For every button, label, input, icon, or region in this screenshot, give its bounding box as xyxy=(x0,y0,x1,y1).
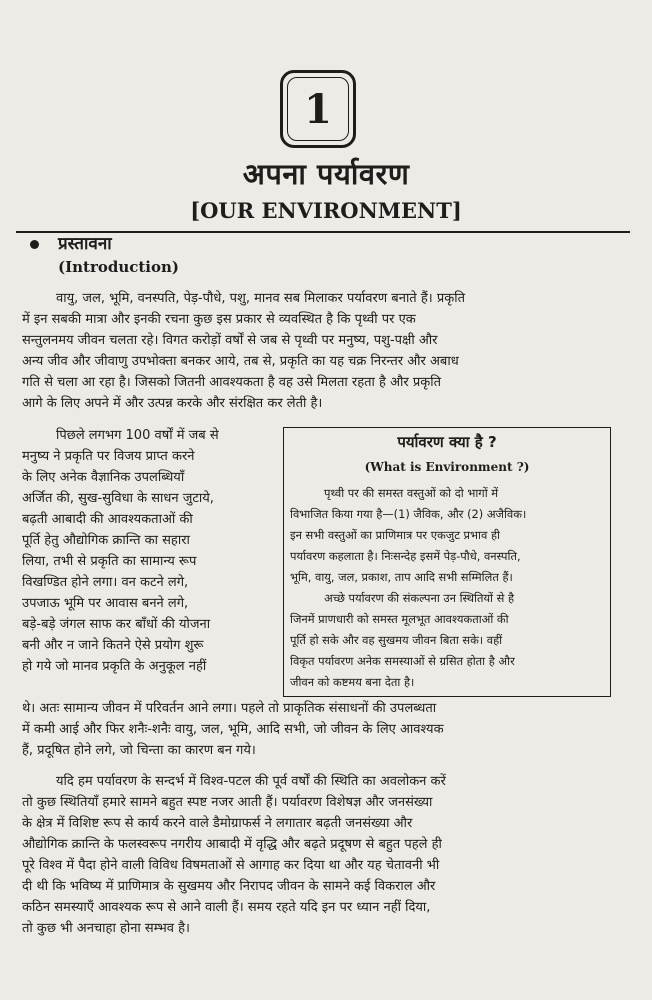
box-line: भूमि, वायु, जल, प्रकाश, ताप आदि सभी सम्मिलित हैं। xyxy=(290,570,513,584)
para2-left-line: के लिए अनेक वैज्ञानिक उपलब्धियाँ xyxy=(22,470,185,485)
box-line: जीवन को कष्टमय बना देता है। xyxy=(290,675,415,689)
para3-line: यदि हम पर्यावरण के सन्दर्भ में विश्व-पटल की पूर्व वर्षों की स्थिति का अवलोकन करें xyxy=(56,774,446,789)
para2-left-line: बढ़ती आबादी की आवश्यकताओं की xyxy=(22,512,193,527)
para2-left-line: अर्जित की, सुख-सुविधा के साधन जुटाये, xyxy=(22,491,214,506)
para1-line: अन्य जीव और जीवाणु उपभोक्ता बनकर आये, तब से, प्रकृति का यह चक्र निरन्तर और अबाध xyxy=(22,354,459,369)
chapter-number-frame xyxy=(280,70,356,148)
para2-line: थे। अतः सामान्य जीवन में परिवर्तन आने लगा। पहले तो प्राकृतिक संसाधनों की उपलब्धता xyxy=(22,701,437,716)
box-line: अच्छे पर्यावरण की संकल्पना उन स्थितियों से है xyxy=(324,591,514,605)
para2-left-line: बड़े-बड़े जंगल साफ कर बाँधों की योजना xyxy=(22,617,211,632)
para3-line: तो कुछ स्थितियाँ हमारे सामने बहुत स्पष्ट नजर आती हैं। पर्यावरण विशेषज्ञ और जनसंख्या xyxy=(22,795,433,810)
para2-left-line: लिया, तभी से प्रकृति का सामान्य रूप xyxy=(22,554,197,569)
para3-line: पूरे विश्व में पैदा होने वाली विविध विषमताओं से आगाह कर दिया था और यह चेतावनी भी xyxy=(22,858,440,873)
para2-left-line: पूर्ति हेतु औद्योगिक क्रान्ति का सहारा xyxy=(22,533,190,548)
para1-line: सन्तुलनमय जीवन चलता रहे। विगत करोड़ों वर्षों से जब से पृथ्वी पर मनुष्य, पशु-पक्षी और xyxy=(22,333,438,348)
para1-line: आगे के लिए अपने में और उत्पन्न करके और संरक्षित कर लेती है। xyxy=(22,396,323,411)
box-line: जिनमें प्राणधारी को समस्त मूलभूत आवश्यकताओं की xyxy=(290,612,509,626)
box-line: पर्यावरण कहलाता है। निःसन्देह इसमें पेड़-पौधे, वनस्पति, xyxy=(290,549,521,563)
para1-line: वायु, जल, भूमि, वनस्पति, पेड़-पौधे, पशु, मानव सब मिलाकर पर्यावरण बनाते हैं। प्रकृति xyxy=(56,291,465,306)
para3-line: दी थी कि भविष्य में प्राणिमात्र के सुखमय और निरापद जीवन के सामने कई विकराल और xyxy=(22,879,436,894)
para3-line: कठिन समस्याएँ आवश्यक रूप से आने वाली हैं। समय रहते यदि इन पर ध्यान नहीं दिया, xyxy=(22,900,431,915)
para2-left-line: मनुष्य ने प्रकृति पर विजय प्राप्त करने xyxy=(22,449,195,464)
para2-left-line: पिछले लगभग 100 वर्षों में जब से xyxy=(56,428,219,443)
para2-left-line: विखण्डित होने लगा। वन कटने लगे, xyxy=(22,575,189,590)
bullet-icon xyxy=(30,240,39,249)
chapter-number: 1 xyxy=(287,77,349,141)
para3-line: के क्षेत्र में विशिष्ट रूप से कार्य करने वाले डैमोग्राफर्स ने लगातार बढ़ती जनसंख्या और xyxy=(22,816,413,831)
section-heading-hindi: प्रस्तावना xyxy=(58,234,112,254)
para2-line: में कमी आई और फिर शनैः-शनैः वायु, जल, भूमि, आदि सभी, जो जीवन के लिए आवश्यक xyxy=(22,722,444,737)
para2-left-line: बनी और न जाने कितने ऐसे प्रयोग शुरू xyxy=(22,638,204,653)
box-title-english: (What is Environment ?) xyxy=(364,460,530,474)
box-line: इन सभी वस्तुओं का प्राणिमात्र पर एकजुट प्रभाव ही xyxy=(290,528,500,542)
box-title-hindi: पर्यावरण क्या है ? xyxy=(397,433,497,451)
para1-line: गति से चला आ रहा है। जिसको जितनी आवश्यकता है वह उसे मिलता रहता है और प्रकृति xyxy=(22,375,441,390)
para2-left-line: हो गये जो मानव प्रकृति के अनुकूल नहीं xyxy=(22,659,207,674)
box-line: पृथ्वी पर की समस्त वस्तुओं को दो भागों में xyxy=(324,486,499,500)
section-heading-english: (Introduction) xyxy=(58,258,180,276)
box-line: विकृत पर्यावरण अनेक समस्याओं से ग्रसित होता है और xyxy=(290,654,515,668)
box-line: विभाजित किया गया है—(1) जैविक, और (2) अजैविक। xyxy=(290,507,527,521)
box-line: पूर्ति हो सके और वह सुखमय जीवन बिता सके। वहीं xyxy=(290,633,503,647)
para3-line: औद्योगिक क्रान्ति के फलस्वरूप नगरीय आबादी में वृद्धि और बढ़ते प्रदूषण से बहुत पहले ही xyxy=(22,837,442,852)
para3-line: तो कुछ भी अनचाहा होना सम्भव है। xyxy=(22,921,190,936)
environment-definition-box xyxy=(283,427,611,697)
chapter-title-english: [OUR ENVIRONMENT] xyxy=(190,198,462,223)
para1-line: में इन सबकी मात्रा और इनकी रचना कुछ इस प्रकार से व्यवस्थित है कि पृथ्वी पर एक xyxy=(22,312,416,327)
para2-line: हैं, प्रदूषित होने लगे, जो चिन्ता का कारण बन गये। xyxy=(22,743,256,758)
para2-left-line: उपजाऊ भूमि पर आवास बनने लगे, xyxy=(22,596,189,611)
chapter-title-hindi: अपना पर्यावरण xyxy=(242,157,410,191)
